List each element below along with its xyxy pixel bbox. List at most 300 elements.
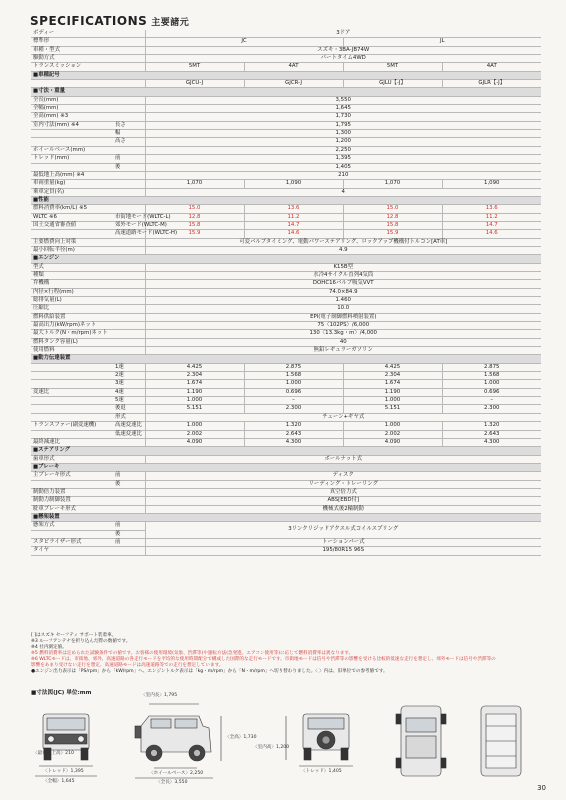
spec-row (31, 121, 541, 129)
row-label: トレッド(mm) (31, 155, 113, 163)
value-cell: 1.000 (343, 422, 442, 430)
spec-row (31, 455, 541, 463)
value-cell: 13.6 (442, 205, 541, 213)
row-sublabel (113, 38, 145, 46)
spec-row (31, 188, 541, 196)
value-cell: DOHC16バルブ吸気VVT (145, 280, 541, 288)
value-cell: パートタイム4WD (145, 55, 541, 63)
value-cell: 5.151 (343, 405, 442, 413)
row-sublabel: 幅 (113, 130, 145, 138)
row-sublabel (113, 246, 145, 254)
row-sublabel: 高速道路モード(WLTC-H) (115, 230, 178, 237)
spec-row (31, 413, 541, 421)
row-sublabel (113, 547, 145, 555)
row-sublabel (113, 238, 145, 246)
value-cell: 2.002 (145, 430, 244, 438)
dimension-title: ■寸法図(JC) 単位:mm (31, 690, 92, 696)
value-cell: 1.568 (244, 372, 343, 380)
row-label: 車種・型式 (31, 46, 113, 54)
section-title: ■車種記号 (31, 71, 541, 79)
top-view-drawing (396, 706, 521, 776)
section-header-row (31, 88, 541, 96)
row-sublabel (113, 322, 145, 330)
section-header-row (31, 463, 541, 471)
value-cell: 15.8 (343, 221, 442, 229)
value-cell: 1,090 (442, 180, 541, 188)
front-view-drawing (35, 714, 97, 776)
spec-row (31, 30, 541, 38)
section-header-row (31, 513, 541, 521)
row-sublabel (113, 313, 145, 321)
value-cell: 4.425 (145, 363, 244, 371)
row-label: 燃料タンク容量(L) (31, 338, 113, 346)
row-label: 内径×行程(mm) (31, 288, 113, 296)
value-cell: JL (343, 38, 541, 46)
value-cell: ディスク (145, 472, 541, 480)
dim-length: 〈全長〉3,550 (156, 780, 188, 785)
section-header-row (31, 447, 541, 455)
dim-width: 〈全幅〉1,645 (43, 779, 75, 784)
spec-row (31, 497, 541, 505)
section-title: ■ステアリング (31, 447, 541, 455)
value-cell: 1,730 (145, 113, 541, 121)
value-cell: 2.300 (244, 405, 343, 413)
section-title: ■ブレーキ (31, 463, 541, 471)
value-cell: 4.090 (145, 438, 244, 446)
row-sublabel (113, 455, 145, 463)
spec-row (31, 80, 541, 88)
value-cell: 1,645 (145, 105, 541, 113)
row-label (31, 163, 113, 171)
row-label: 車両重量(kg) (31, 180, 113, 188)
dim-wheelbase: 〈ホイールベース〉2,250 (149, 771, 204, 776)
row-sublabel (113, 438, 145, 446)
row-label: 歯車形式 (31, 455, 113, 463)
row-sublabel (113, 305, 145, 313)
row-sublabel (113, 205, 145, 213)
value-cell: 10.0 (145, 305, 541, 313)
value-cell: チェーン+ギヤ式 (145, 413, 541, 421)
spec-row (31, 213, 541, 221)
value-cell: 5MT (145, 63, 244, 71)
value-cell: 15.0 (343, 205, 442, 213)
row-label (31, 230, 113, 238)
spec-row (31, 96, 541, 104)
value-cell: 機械式後2輪制動 (145, 505, 541, 513)
value-cell: – (244, 397, 343, 405)
row-sublabel: 4速 (113, 388, 145, 396)
page-title-main: SPECIFICATIONS (30, 14, 148, 28)
footnote: ●エンジン出力表示は「PS/rpm」から「kW/rpm」へ、エンジントルク表示は「kg・m/rpm」から「N・m/rpm」へ切り替わりました。〈 〉内は、旧単位での参考値です。 (31, 669, 388, 674)
value-cell: 3リンクリジッドアクスル式コイルスプリング (145, 522, 541, 539)
spec-row (31, 363, 541, 371)
value-cell: 2.300 (442, 405, 541, 413)
section-title: ■懸架装置 (31, 513, 541, 521)
row-label: 室内寸法(mm) ※4 (31, 121, 113, 129)
value-cell: K15B型 (145, 263, 541, 271)
spec-row (31, 322, 541, 330)
value-cell: 15.8 (145, 221, 244, 229)
row-label: 全高(mm) ※3 (31, 113, 113, 121)
row-label (31, 405, 113, 413)
value-cell: 5.151 (145, 405, 244, 413)
row-label (31, 363, 113, 371)
row-sublabel (113, 55, 145, 63)
row-label (31, 530, 113, 538)
value-cell: 14.7 (442, 221, 541, 229)
value-cell: 130〈13.3kg・m〉/4,000 (145, 330, 541, 338)
page-title (30, 14, 189, 28)
spec-row (31, 263, 541, 271)
row-sublabel (113, 30, 145, 38)
value-cell: EPI(電子制御燃料噴射装置) (145, 313, 541, 321)
spec-row (31, 221, 541, 229)
row-sublabel (113, 497, 145, 505)
value-cell: 2.304 (343, 372, 442, 380)
value-cell: 4AT (244, 63, 343, 71)
value-cell: 14.6 (244, 230, 343, 238)
value-cell: 210 (145, 171, 541, 179)
row-label: ボディー (31, 30, 113, 38)
row-label (31, 413, 113, 421)
spec-row (31, 380, 541, 388)
row-label (31, 480, 113, 488)
spec-row (31, 271, 541, 279)
row-sublabel (113, 263, 145, 271)
value-cell: 1.000 (442, 380, 541, 388)
page-title-sub: 主要諸元 (151, 18, 190, 28)
row-label (31, 80, 113, 88)
value-cell: 2.875 (442, 363, 541, 371)
value-cell: 1,405 (145, 163, 541, 171)
value-cell: 4.9 (145, 246, 541, 254)
value-cell: 1.568 (442, 372, 541, 380)
row-sublabel: 高さ (113, 138, 145, 146)
section-title: ■性能 (31, 196, 541, 204)
row-label: 使用燃料 (31, 347, 113, 355)
row-label: 最低地上高(mm) ※4 (31, 171, 113, 179)
value-cell: 4AT (442, 63, 541, 71)
row-label: スタビライザー形式 (31, 538, 113, 546)
value-cell: 1,395 (145, 155, 541, 163)
value-cell: 12.8 (343, 213, 442, 221)
row-label: 駐車ブレーキ形式 (31, 505, 113, 513)
row-sublabel: 市街地モード(WLTC-L) (115, 213, 171, 220)
spec-row (31, 63, 541, 71)
value-cell: 2.304 (145, 372, 244, 380)
row-sublabel: 高速変速比 (113, 422, 145, 430)
value-cell: 0.696 (442, 388, 541, 396)
section-header-row (31, 355, 541, 363)
spec-row (31, 171, 541, 179)
value-cell: 1.320 (442, 422, 541, 430)
row-sublabel (113, 330, 145, 338)
value-cell: 3ドア (145, 30, 541, 38)
value-cell: スズキ・3BA-JB74W (145, 46, 541, 54)
row-label: 全長(mm) (31, 96, 113, 104)
spec-row (31, 113, 541, 121)
row-label: 変速比 (31, 388, 113, 396)
spec-row (31, 472, 541, 480)
spec-row (31, 438, 541, 446)
row-sublabel (113, 271, 145, 279)
spec-row (31, 397, 541, 405)
dim-ground-clearance: 〈最低地上高〉210 (33, 751, 74, 756)
row-label: 国土交通省審査値 (31, 221, 113, 229)
spec-row (31, 480, 541, 488)
value-cell: 1.190 (343, 388, 442, 396)
value-cell: 4.300 (442, 438, 541, 446)
row-sublabel (113, 171, 145, 179)
row-sublabel: 長さ (113, 121, 145, 129)
row-sublabel (113, 338, 145, 346)
spec-row (31, 288, 541, 296)
spec-row (31, 305, 541, 313)
value-cell: 11.2 (442, 213, 541, 221)
row-sublabel: 前 (113, 538, 145, 546)
row-label: 主ブレーキ形式 (31, 472, 113, 480)
value-cell: 5MT (343, 63, 442, 71)
dim-tread-front: 〈トレッド〉1,395 (43, 769, 84, 774)
value-cell: 74.0×84.9 (145, 288, 541, 296)
value-cell: 1.000 (343, 397, 442, 405)
value-cell: 1.674 (145, 380, 244, 388)
row-label: 総排気量(L) (31, 297, 113, 305)
row-label (31, 430, 113, 438)
spec-row (31, 38, 541, 46)
dim-height: 〈全高〉1,730 (225, 735, 257, 740)
row-sublabel (113, 188, 145, 196)
row-label: WLTC ※6 (31, 213, 113, 221)
value-cell: 1.460 (145, 297, 541, 305)
value-cell: 1.000 (244, 380, 343, 388)
value-cell: 15.9 (343, 230, 442, 238)
value-cell: 水冷4サイクル直列4気筒 (145, 271, 541, 279)
section-header-row (31, 71, 541, 79)
row-sublabel (113, 105, 145, 113)
footnote: ※4 社内測定値。 (31, 645, 67, 650)
value-cell: 15.0 (145, 205, 244, 213)
spec-row (31, 338, 541, 346)
side-view-drawing (135, 704, 221, 778)
row-sublabel: 前 (113, 472, 145, 480)
spec-row (31, 205, 541, 213)
value-cell: JC (145, 38, 343, 46)
value-cell: – (442, 397, 541, 405)
value-cell: 1.000 (145, 397, 244, 405)
row-sublabel (113, 80, 145, 88)
spec-row (31, 388, 541, 396)
row-label (31, 372, 113, 380)
spec-row (31, 180, 541, 188)
spec-row (31, 230, 541, 238)
row-label: トランスミッション (31, 63, 113, 71)
spec-row (31, 146, 541, 154)
value-cell: 14.6 (442, 230, 541, 238)
row-sublabel: 5速 (113, 397, 145, 405)
value-cell: 1,795 (145, 121, 541, 129)
row-label: 懸架方式 (31, 522, 113, 530)
row-label: 最高出力(kW/rpm)ネット (31, 322, 113, 330)
spec-table (31, 30, 541, 556)
row-label: 弁機構 (31, 280, 113, 288)
row-label: 燃料供給装置 (31, 313, 113, 321)
footnote: ※3 ルーフアンテナを折り込んだ際の数値です。 (31, 639, 131, 644)
dim-interior-length: 〈室内長〉1,795 (141, 693, 178, 698)
row-sublabel: 郊外モード(WLTC-M) (115, 221, 167, 228)
row-label: 駆動方式 (31, 55, 113, 63)
value-cell: GJLR【-J】 (442, 80, 541, 88)
spec-row (31, 505, 541, 513)
footnote: ※5 燃料消費率は定められた試験条件での値です。お客様の使用環境(気象、渋滞等)や運転方法(急発進、エアコン使用等)に応じて燃料消費率は異なります。 (31, 651, 354, 656)
spec-row (31, 347, 541, 355)
value-cell: 13.6 (244, 205, 343, 213)
row-label: 燃料消費率(km/L) ※5 (31, 205, 113, 213)
spec-row (31, 372, 541, 380)
spec-row (31, 280, 541, 288)
value-cell: 1,200 (145, 138, 541, 146)
row-label: 乗車定員(名) (31, 188, 113, 196)
spec-row (31, 522, 541, 530)
row-sublabel (113, 180, 145, 188)
section-title: ■寸法・重量 (31, 88, 541, 96)
row-sublabel (113, 280, 145, 288)
value-cell: 2.643 (442, 430, 541, 438)
row-sublabel (113, 288, 145, 296)
footnote: ※6 WLTCモードは、市街地、郊外、高速道路の各走行モードを平均的な使用時間配分で構成した国際的な走行モードです。市街地モードは信号や渋滞等の影響を受ける比較的低速な走行を想定し、郊外モードは信号や渋滞等の (31, 657, 496, 662)
row-label: 主要燃費向上対策 (31, 238, 113, 246)
value-cell: 40 (145, 338, 541, 346)
row-label: 最終減速比 (31, 438, 113, 446)
value-cell: 4.425 (343, 363, 442, 371)
value-cell: リーディング・トレーリング (145, 480, 541, 488)
spec-row (31, 130, 541, 138)
spec-row (31, 405, 541, 413)
value-cell: 1.674 (343, 380, 442, 388)
row-label (31, 130, 113, 138)
value-cell: ABS[EBD付] (145, 497, 541, 505)
value-cell: トーションバー式 (145, 538, 541, 546)
value-cell: ボールナット式 (145, 455, 541, 463)
spec-row (31, 430, 541, 438)
footnotes (31, 633, 541, 675)
value-cell: 2,250 (145, 146, 541, 154)
footnote: 影響をあまり受けない走行を想定、高速道路モードは高速道路等での走行を想定しています。 (31, 663, 224, 668)
value-cell: 2.875 (244, 363, 343, 371)
spec-row (31, 46, 541, 54)
row-sublabel (113, 46, 145, 54)
value-cell: 真空倍力式 (145, 488, 541, 496)
row-sublabel: 低速変速比 (113, 430, 145, 438)
row-label (31, 397, 113, 405)
spec-row (31, 163, 541, 171)
dim-tread-rear: 〈トレッド〉1,405 (301, 769, 342, 774)
row-sublabel (113, 96, 145, 104)
value-cell: 3,550 (145, 96, 541, 104)
value-cell: 1.190 (145, 388, 244, 396)
row-sublabel: 後 (113, 480, 145, 488)
row-label: タイヤ (31, 547, 113, 555)
value-cell: 1.320 (244, 422, 343, 430)
value-cell: GJLU【-J】 (343, 80, 442, 88)
row-label: 制動力制御装置 (31, 497, 113, 505)
value-cell: 1,090 (244, 180, 343, 188)
value-cell: 12.8 (145, 213, 244, 221)
value-cell: 2.002 (343, 430, 442, 438)
rear-view-drawing (286, 714, 353, 766)
value-cell: 2.643 (244, 430, 343, 438)
vehicle-drawings (31, 696, 541, 786)
row-sublabel: 形式 (113, 413, 145, 421)
spec-row (31, 297, 541, 305)
spec-row (31, 422, 541, 430)
row-label (31, 380, 113, 388)
row-sublabel: 前 (113, 155, 145, 163)
spec-row (31, 55, 541, 63)
spec-row (31, 313, 541, 321)
value-cell: GJCR-J (244, 80, 343, 88)
value-cell: 無鉛レギュラーガソリン (145, 347, 541, 355)
row-sublabel (113, 146, 145, 154)
value-cell: 14.7 (244, 221, 343, 229)
value-cell: 11.2 (244, 213, 343, 221)
spec-row (31, 538, 541, 546)
spec-row (31, 238, 541, 246)
value-cell: GJCU-J (145, 80, 244, 88)
section-header-row (31, 196, 541, 204)
value-cell: 4 (145, 188, 541, 196)
value-cell: 可変バルブタイミング、電動パワーステアリング、ロックアップ機構付トルコン[AT車] (145, 238, 541, 246)
value-cell: 15.9 (145, 230, 244, 238)
section-header-row (31, 255, 541, 263)
row-sublabel: 2速 (113, 372, 145, 380)
row-label: トランスファー(副変速機) (31, 422, 113, 430)
row-label: 標準形 (31, 38, 113, 46)
spec-row (31, 246, 541, 254)
row-sublabel: 前 (113, 522, 145, 530)
value-cell: 4.090 (343, 438, 442, 446)
row-sublabel (113, 488, 145, 496)
row-label: ホイールベース(mm) (31, 146, 113, 154)
dim-interior-height: 〈室内高〉1,200 (253, 745, 290, 750)
value-cell: 1,300 (145, 130, 541, 138)
row-sublabel (113, 113, 145, 121)
spec-row (31, 547, 541, 555)
row-sublabel: 後 (113, 530, 145, 538)
value-cell: 75〈102PS〉/6,000 (145, 322, 541, 330)
row-label: 最大トルク(N・m/rpm)ネット (31, 330, 113, 338)
value-cell: 4.300 (244, 438, 343, 446)
value-cell: 1.000 (145, 422, 244, 430)
row-label: 種類 (31, 271, 113, 279)
row-label: 型式 (31, 263, 113, 271)
value-cell: 195/80R15 96S (145, 547, 541, 555)
row-label: 全幅(mm) (31, 105, 113, 113)
spec-row (31, 138, 541, 146)
row-sublabel: 後退 (113, 405, 145, 413)
row-sublabel: 後 (113, 163, 145, 171)
value-cell: 1,070 (145, 180, 244, 188)
row-label: 圧縮比 (31, 305, 113, 313)
spec-row (31, 330, 541, 338)
row-sublabel (113, 297, 145, 305)
page-number: 30 (537, 784, 546, 792)
value-cell: 0.696 (244, 388, 343, 396)
row-label: 制動倍力装置 (31, 488, 113, 496)
row-sublabel: 3速 (113, 380, 145, 388)
spec-row (31, 105, 541, 113)
row-sublabel (113, 347, 145, 355)
